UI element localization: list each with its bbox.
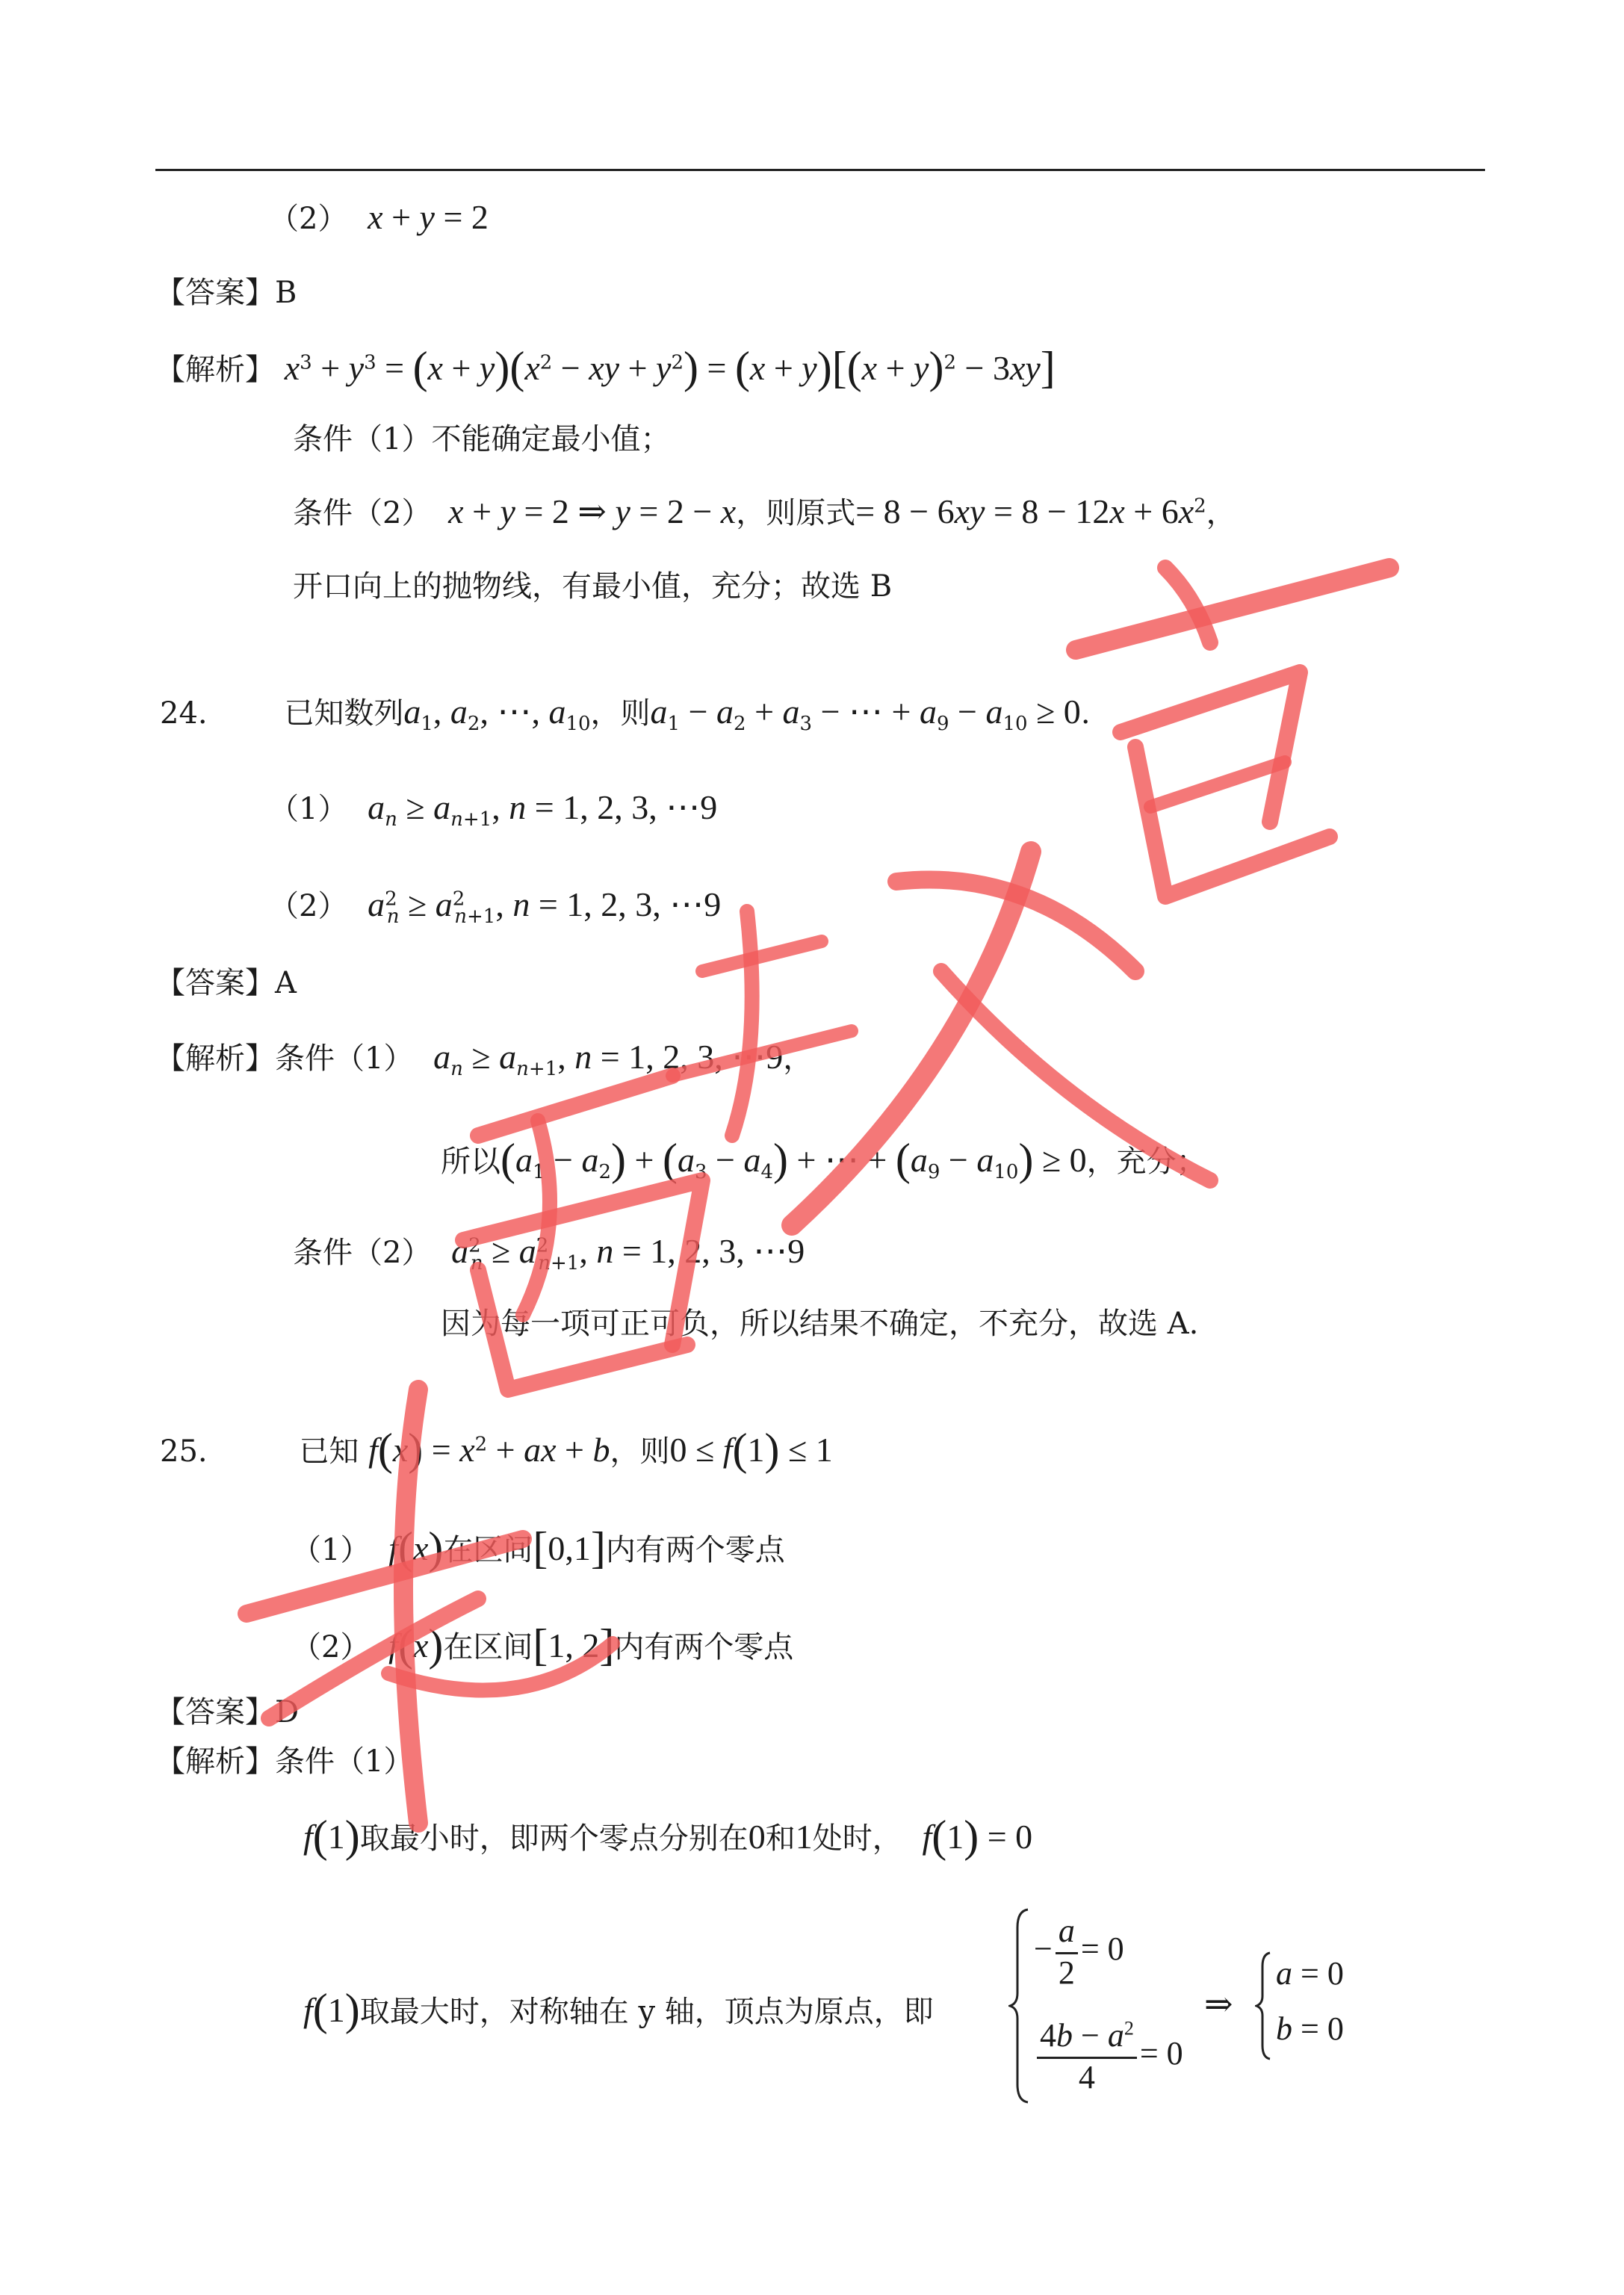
q23-analysis-line1: 条件（1）不能确定最小值； [293,422,671,456]
q25-condition-1: （1） f(x)在区间[0,1]内有两个零点 [291,1523,785,1573]
q24-condition-2: （2） $a^2_n \ge a^2_{n+1}$, n = 1, 2, 3, ⋯9 [269,885,722,928]
left-brace [1008,1905,1031,2107]
q24-answer: 【答案】A [155,966,297,1000]
q23-analysis-line2: 条件（2） x + y = 2 ⇒ y = 2 − x，则原式= $8 - 6xy = 8 - 12x + 6x^2$， [293,492,1236,530]
q25-analysis-line2: f(1)取最大时，对称轴在 y 轴，顶点为原点，即 [303,1985,934,2034]
q23-answer: 【答案】B [155,276,297,310]
q24-analysis-line3: 条件（2） $a^2_n \ge a^2_{n+1}$, n = 1, 2, 3, ⋯9 [293,1232,805,1275]
q25-analysis-cond1: 【解析】条件（1） [155,1744,414,1779]
header-rule [155,169,1485,171]
q23-condition-2: （2） x + y = 2 [269,198,489,236]
q24-stem: 24. 已知数列$a_1$, $a_2$, ⋯, $a_{10}$，则$a_1 - a_2 + a_3$ − ⋯ + $a_9 - a_{10} \ge 0$. [160,693,1091,735]
result-a: a = 0 [1276,1955,1344,1992]
q25-answer: 【答案】D [155,1695,300,1729]
implies-arrow: ⇒ [1204,1985,1233,2023]
q23-analysis-line3: 开口向上的抛物线，有最小值，充分；故选 B [293,569,893,604]
q24-analysis-line1: 【解析】条件（1） $a_n \ge a_{n+1}$, n = 1, 2, 3, ⋯9， [155,1038,813,1080]
q23-analysis-identity: 【解析】 $x^3 + y^3 = (x + y)(x^2$ − xy + $y^2) = (x + y)[(x + y)^2 - 3xy]$ [155,343,1056,392]
q25-analysis-line1: f(1)取最小时，即两个零点分别在0和1处时， f(1) = 0 [303,1812,1033,1861]
q25-condition-2: （2） f(x)在区间[1, 2]内有两个零点 [291,1620,794,1670]
q25-stem: 25. 已知 $f(x) = x^2$ + ax + b，则0 ≤ f(1) ≤ 1 [160,1425,833,1474]
result-b: b = 0 [1276,2010,1344,2047]
q24-condition-1: （1） $a_n \ge a_{n+1}$, n = 1, 2, 3, ⋯9 [269,788,718,831]
q25-result [1255,1950,1374,2062]
q24-analysis-line2: 所以$(a_1 - a_2) + (a_3 - a_4)$ + ⋯ + $(a_9 - a_{10}) \ge 0$，充分； [441,1135,1206,1184]
q24-analysis-line4: 因为每一项可正可负，所以结果不确定，不充分，故选 A. [441,1307,1199,1341]
system-eq-2: $\frac{4b - a^2}{4}$ = 0 [1034,2017,1183,2096]
result-brace [1255,1950,1273,2062]
system-eq-1: − $\frac{a}{2}$ = 0 [1034,1912,1124,1991]
